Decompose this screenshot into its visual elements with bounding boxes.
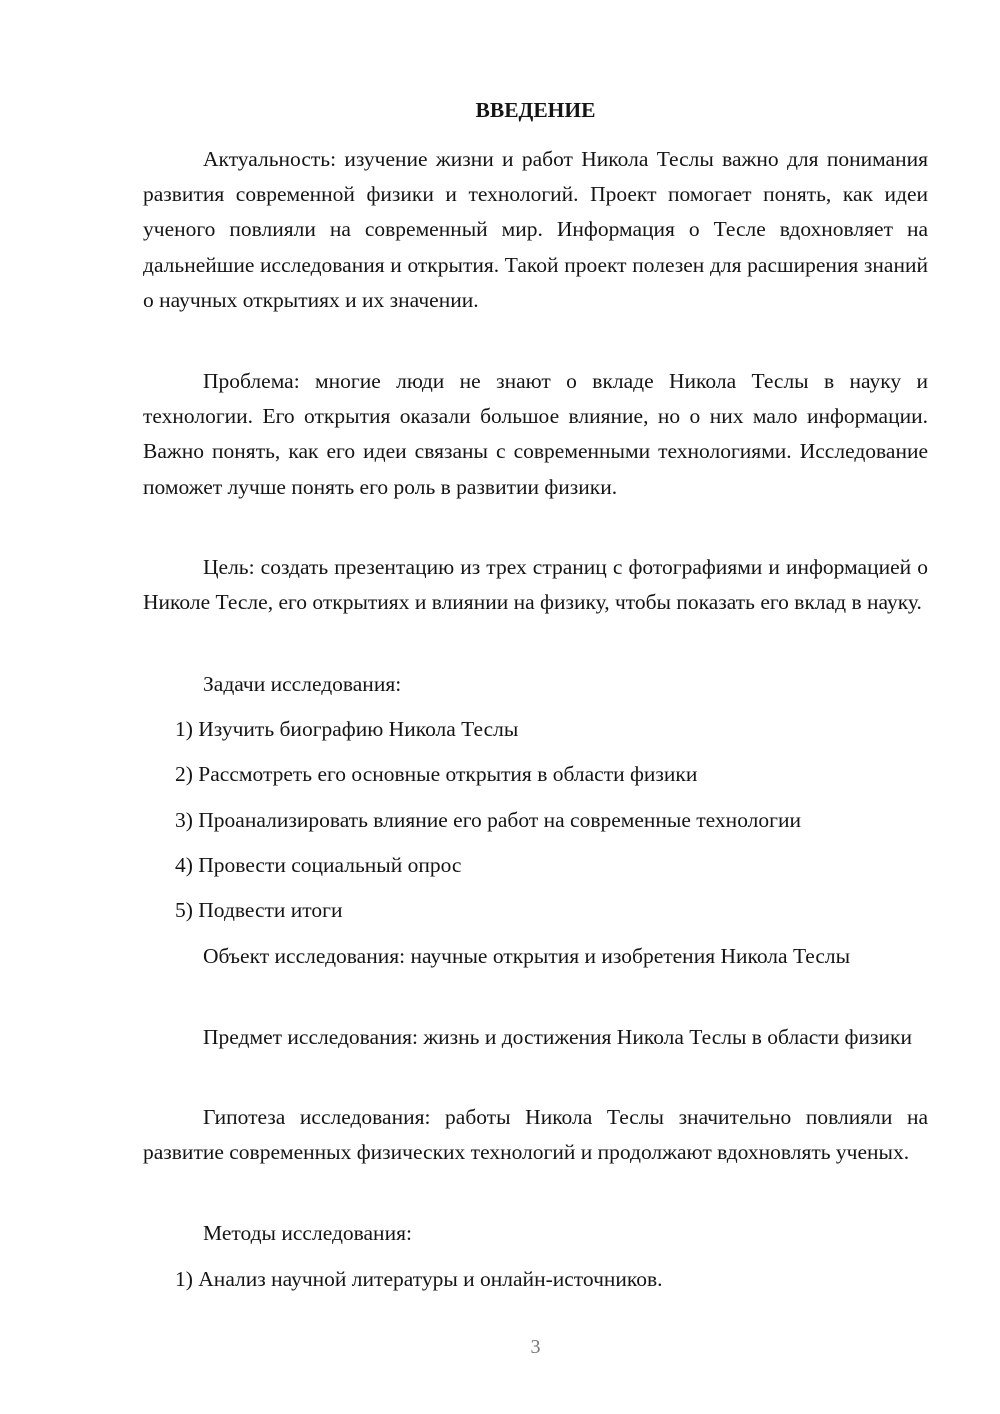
task-item-4: 4) Провести социальный опрос xyxy=(175,853,462,877)
object-paragraph: Объект исследования: научные открытия и изобретения Никола Теслы xyxy=(203,944,851,968)
task-item-3: 3) Проанализировать влияние его работ на современные технологии xyxy=(175,808,801,832)
hypothesis-paragraph: Гипотеза исследования: работы Никола Теслы значительно повлияли на развитие современных физических технологий и продолжают вдохновлять ученых. xyxy=(143,1105,928,1165)
relevance-paragraph: Актуальность: изучение жизни и работ Никола Теслы важно для понимания развития современной физики и технологий. Проект помогает понять, как идеи ученого повлияли на современный мир. Информация о Тесле вдохновляет на дальнейшие исследования и открытия. Такой проект полезен для расширения знаний о научных открытиях и их значении. xyxy=(143,147,928,312)
tasks-heading: Задачи исследования: xyxy=(203,672,402,696)
subject-paragraph: Предмет исследования: жизнь и достижения Никола Теслы в области физики xyxy=(203,1025,912,1049)
goal-paragraph: Цель: создать презентацию из трех страниц с фотографиями и информацией о Николе Тесле, его открытиях и влиянии на физику, чтобы показать его вклад в науку. xyxy=(143,555,928,615)
task-item-2: 2) Рассмотреть его основные открытия в области физики xyxy=(175,762,698,786)
section-title: ВВЕДЕНИЕ xyxy=(475,98,596,122)
methods-heading: Методы исследования: xyxy=(203,1221,412,1245)
task-item-1: 1) Изучить биографию Никола Теслы xyxy=(175,717,519,741)
problem-paragraph: Проблема: многие люди не знают о вкладе Никола Теслы в науку и технологии. Его открытия оказали большое влияние, но о них мало информации. Важно понять, как его идеи связаны с современными технологиями. Исследование поможет лучше понять его роль в развитии физики. xyxy=(143,369,928,499)
document-page xyxy=(143,0,928,1414)
task-item-5: 5) Подвести итоги xyxy=(175,898,343,922)
method-item-1: 1) Анализ научной литературы и онлайн-источников. xyxy=(175,1267,663,1291)
page-number: 3 xyxy=(530,1336,541,1358)
